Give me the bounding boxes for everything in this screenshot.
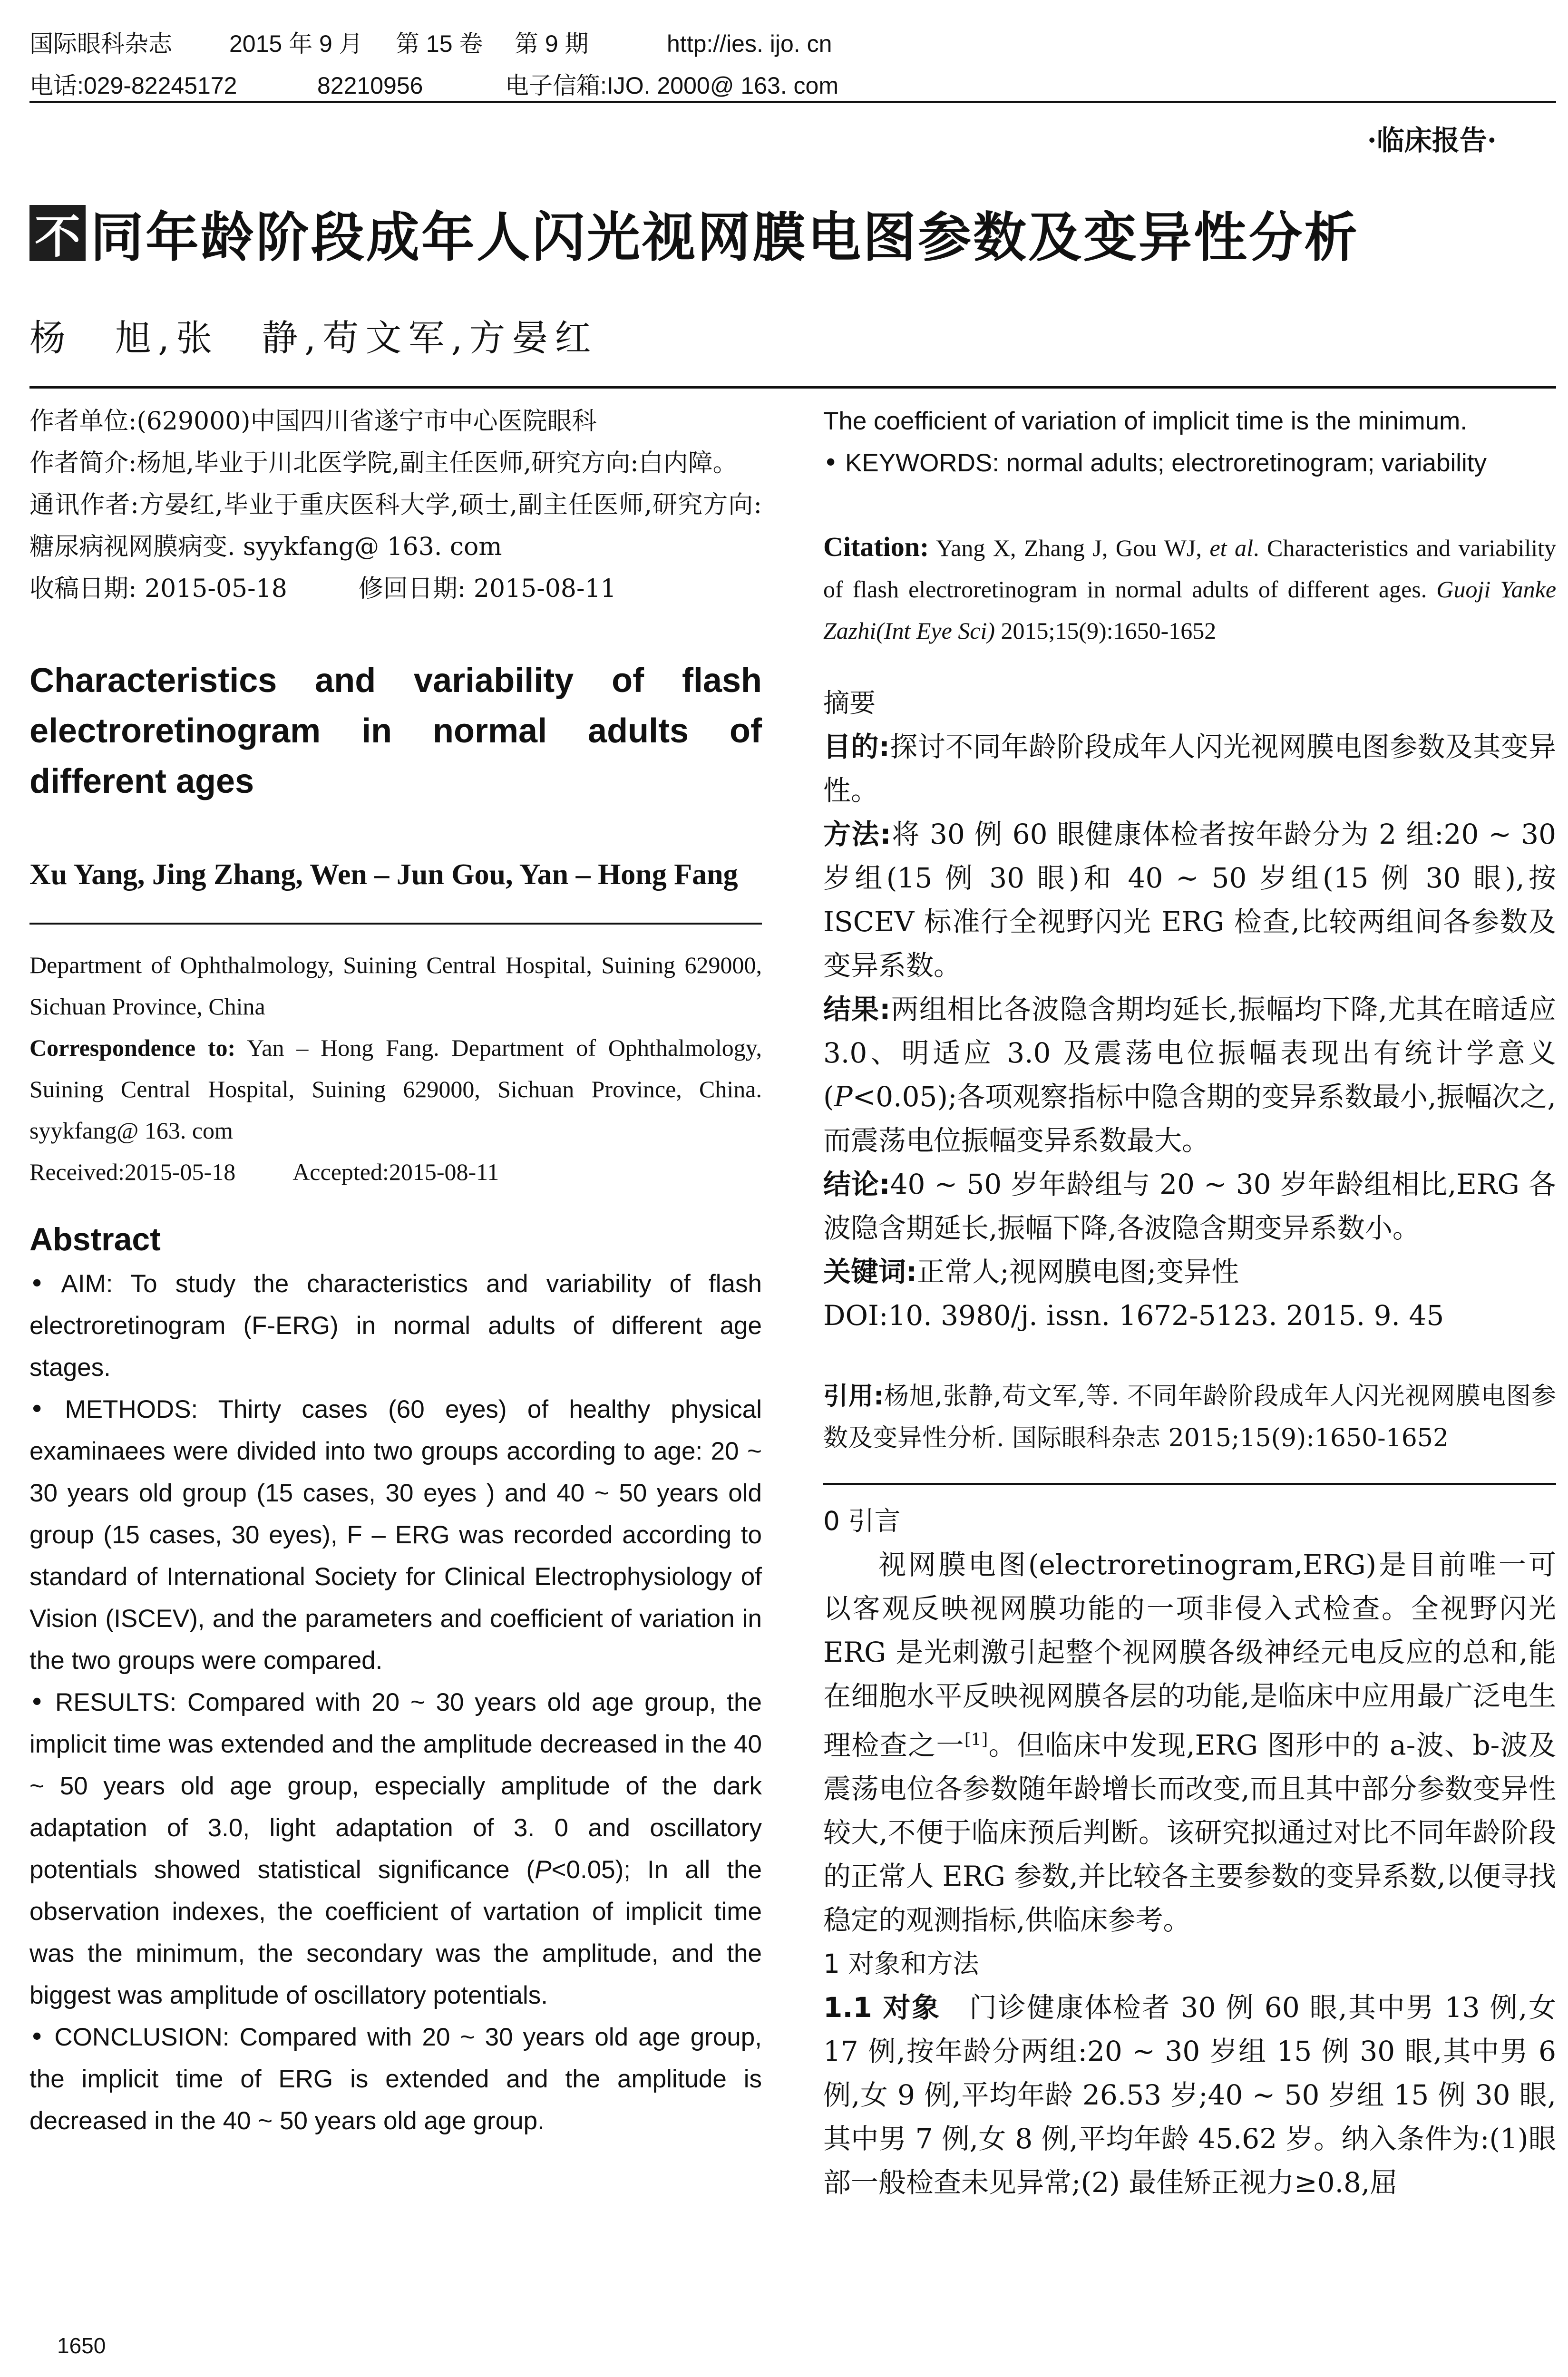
issue-number: 第 9 期 — [515, 30, 589, 57]
section-tag: ·临床报告· — [1367, 124, 1497, 156]
dates-en — [29, 1151, 762, 1193]
dates-cn — [29, 568, 762, 610]
correspondence-label: Correspondence to: — [29, 1034, 236, 1061]
english-title: Characteristics and variability of flash electroretinogram in normal adults of different ages — [29, 662, 762, 800]
abstract-methods: • METHODS: Thirty cases (60 eyes) of healthy physical examinaees were divided into two groups according to age: 20 ~ 30 years old group (15 cases, 30 eyes ) and 40 ~ 50 years old group (15 cases, 30 eyes), F – ERG was recorded according to standard of International Society for Clinical Electrophysiology of Vision (ISCEV), and the parameters and coefficient of variation in the two groups were compared. — [29, 1395, 762, 1675]
abstract-en-continued — [823, 400, 1556, 484]
received-en: Received:2015-05-18 — [29, 1159, 236, 1185]
received-cn: 收稿日期: 2015-05-18 — [29, 575, 287, 603]
header-rule — [29, 101, 1556, 103]
authors-cn: 杨 旭,张 静,苟文军,方晏红 — [29, 317, 598, 359]
page-number: 1650 — [57, 2333, 106, 2358]
article-title — [29, 200, 1359, 269]
methods-paragraph: 1.1 对象 门诊健康体检者 30 例 60 眼,其中男 13 例,女 17 例,按年龄分两组:20 ~ 30 岁组 15 例 30 眼,其中男 6 例,女 9 例,平均年龄 26.53 岁;40 ~ 50 岁组 15 例 30 眼,其中男 7 例,女 8 例,平均年龄 45.62 岁。纳入条件为:(1)眼部一般检查未见异常;(2) 最佳矫正视力≥0.8,屈 — [823, 1991, 1556, 2199]
revised-cn: 修回日期: 2015-08-11 — [358, 575, 616, 603]
right-column — [823, 400, 1556, 2204]
journal-name: 国际眼科杂志 — [29, 30, 172, 57]
volume: 第 15 卷 — [396, 30, 483, 57]
doi[interactable]: DOI:10. 3980/j. issn. 1672-5123. 2015. 9. 45 — [823, 1299, 1444, 1332]
abstract-results: • RESULTS: Compared with 20 ~ 30 years old age group, the implicit time was extended and the amplitude decreased in the 40 ~ 50 years old age group, especially amplitude of the dark adaptation of 3.0, light adaptation of 3. 0 and oscillatory potentials showed statistical significance (P<0.05); In all the observation indexes, the coefficient of vartation of implicit time was the minimum, the secondary was the amplitude, and the biggest was amplitude of oscillatory potentials. — [29, 1688, 762, 2009]
english-affiliation-block — [29, 945, 762, 1193]
bio-cn: 作者简介:杨旭,毕业于川北医学院,副主任医师,研究方向:白内障。 — [29, 449, 738, 477]
issue-date: 2015 年 9 月 — [229, 30, 363, 57]
correspondence-text: Yan – Hong Fang. Department of Ophthalmology, Suining Central Hospital, Suining 629000, Sichuan Province, China. syykfang@ 163. com — [29, 1034, 762, 1144]
reference-1[interactable]: [1] — [964, 1730, 988, 1749]
accepted-en: Accepted:2015-08-11 — [292, 1159, 499, 1185]
title-text: 同年龄阶段成年人闪光视网膜电图参数及变异性分析 — [90, 206, 1359, 269]
english-authors: Xu Yang, Jing Zhang, Wen – Jun Gou, Yan – Hong Fang — [29, 858, 738, 891]
running-header — [29, 23, 1556, 107]
citation-en: Citation: Yang X, Zhang J, Gou WJ, et al. Characteristics and variability of flash electroretinogram in normal adults of different ages. Guoji Yanke Zazhi(Int Eye Sci) 2015;15(9):1650-1652 — [823, 531, 1557, 644]
abstract-cn — [823, 725, 1556, 1337]
abstract-cn-methods: 方法:将 30 例 60 眼健康体检者按年龄分为 2 组:20 ~ 30 岁组(15 例 30 眼)和 40 ~ 50 岁组(15 例 30 眼),按 ISCEV 标准行全视野闪光 ERG 检查,比较两组间各参数及变异系数。 — [823, 818, 1556, 982]
citation-cn: 引用:杨旭,张静,苟文军,等. 不同年龄阶段成年人闪光视网膜电图参数及变异性分析. 国际眼科杂志 2015;15(9):1650-1652 — [823, 1382, 1556, 1452]
header-row-2 — [29, 65, 1556, 107]
affiliation-cn: 作者单位:(629000)中国四川省遂宁市中心医院眼科 — [29, 407, 597, 436]
correspondence-en — [29, 1027, 762, 1151]
abstract-cn-results: 结果:两组相比各波隐含期均延长,振幅均下降,尤其在暗适应 3.0、明适应 3.0 及震荡电位振幅表现出有统计学意义(P<0.05);各项观察指标中隐含期的变异系数最小,振幅次之,而震荡电位振幅变异系数最大。 — [823, 993, 1556, 1157]
header-row-1 — [29, 23, 1556, 65]
title-rule — [29, 386, 1556, 389]
correspondence-cn: 通讯作者:方晏红,毕业于重庆医科大学,硕士,副主任医师,研究方向:糖尿病视网膜病变. syykfang@ 163. com — [29, 491, 762, 561]
left-column — [29, 400, 762, 2142]
abstract-heading: Abstract — [29, 1221, 161, 1257]
abstract-cn-heading: 摘要 — [823, 688, 876, 718]
journal-url[interactable]: http://ies. ijo. cn — [667, 30, 832, 57]
abstract-en — [29, 1263, 762, 2142]
phone-2: 82210956 — [317, 72, 423, 99]
phone: 电话:029-82245172 — [29, 72, 237, 99]
abstract-cn-conclusion: 结论:40 ~ 50 岁年龄组与 20 ~ 30 岁年龄组相比,ERG 各波隐含期延长,振幅下降,各波隐含期变异系数小。 — [823, 1168, 1556, 1244]
abstract-cn-keywords: 关键词:正常人;视网膜电图;变异性 — [823, 1256, 1239, 1288]
methods-heading: 1 对象和方法 — [823, 1948, 979, 1979]
abstract-keywords: • KEYWORDS: normal adults; electroretinogram; variability — [823, 448, 1487, 477]
title-initial-box: 不 — [29, 205, 86, 261]
abstract-aim: • AIM: To study the characteristics and variability of flash electroretinogram (F-ERG) in normal adults of different age stages. — [29, 1269, 762, 1382]
citation-label: Citation: — [823, 531, 929, 562]
intro-heading: 0 引言 — [823, 1506, 901, 1536]
abstract-conclusion-cont: The coefficient of variation of implicit time is the minimum. — [823, 407, 1467, 435]
abstract-conclusion: • CONCLUSION: Compared with 20 ~ 30 years old age group, the implicit time of ERG is extended and the amplitude is decreased in the 40 ~ 50 years old age group. — [29, 2023, 762, 2135]
email[interactable]: 电子信箱:IJO. 2000@ 163. com — [505, 72, 839, 99]
abstract-cn-aim: 目的:探讨不同年龄阶段成年人闪光视网膜电图参数及其变异性。 — [823, 731, 1556, 807]
author-info-cn — [29, 400, 762, 610]
intro-paragraph: 视网膜电图(electroretinogram,ERG)是目前唯一可以客观反映视网膜功能的一项非侵入式检查。全视野闪光 ERG 是光刺激引起整个视网膜各级神经元电反应的总和,能在细胞水平反映视网膜各层的功能,是临床中应用最广泛电生理检查之一[1]。但临床中发现,ERG 图形中的 a-波、b-波及震荡电位各参数随年龄增长而改变,而且其中部分参数变异性较大,不便于临床预后判断。该研究拟通过对比不同年龄阶段的正常人 ERG 参数,并比较各主要参数的变异系数,以便寻找稳定的观测指标,供临床参考。 — [823, 1549, 1556, 1937]
department-en: Department of Ophthalmology, Suining Central Hospital, Suining 629000, Sichuan Province, China — [29, 952, 762, 1020]
